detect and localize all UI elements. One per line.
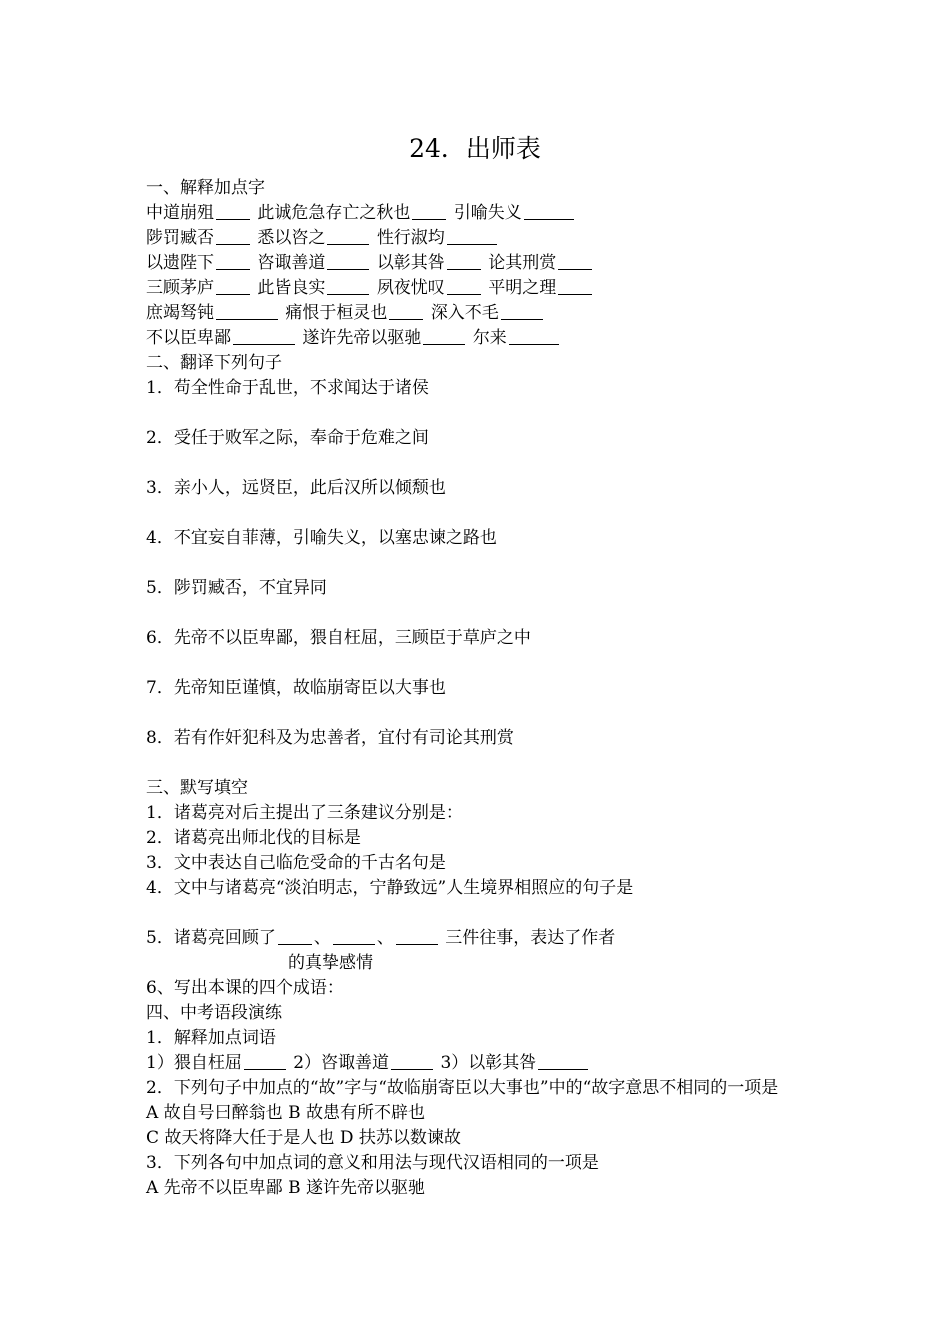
worksheet-content [146, 176, 846, 1201]
section-2-heading: 二、翻译下列句子 [146, 353, 282, 373]
translation-item: 4．不宜妄自菲薄，引喻失义，以塞忠谏之路也 [146, 528, 497, 548]
vocab-term: 咨诹善道 [257, 253, 326, 273]
answer-blank[interactable] [396, 926, 438, 945]
translation-item: 5．陟罚臧否，不宜异同 [146, 578, 327, 598]
vocab-term: 痛恨于桓灵也 [285, 303, 388, 323]
vocab-row [146, 251, 846, 276]
option-line: A 先帝不以臣卑鄙 B 遂许先帝以驱驰 [146, 1178, 425, 1198]
answer-blank[interactable] [216, 301, 278, 320]
section-4-heading: 四、中考语段演练 [146, 1003, 282, 1023]
vocab-term: 悉以咨之 [257, 228, 326, 248]
answer-blank[interactable] [558, 251, 592, 270]
vocab-row [146, 301, 846, 326]
fill-item: 1．诸葛亮对后主提出了三条建议分别是： [146, 803, 463, 823]
vocab-term: 中道崩殂 [146, 203, 214, 223]
vocab-term: 引喻失义 [453, 203, 522, 223]
translation-item: 1．苟全性命于乱世，不求闻达于诸侯 [146, 378, 429, 398]
fill-item-continuation: 的真挚感情 [288, 953, 373, 973]
vocab-term: 尔来 [472, 328, 507, 348]
fill-item: 2．诸葛亮出师北伐的目标是 [146, 828, 361, 848]
answer-blank[interactable] [216, 201, 250, 220]
option-line: C 故天将降大任于是人也 D 扶苏以数谏故 [146, 1128, 461, 1148]
separator: 、 [376, 928, 394, 948]
translation-item: 2．受任于败军之际，奉命于危难之间 [146, 428, 429, 448]
answer-blank[interactable] [412, 201, 446, 220]
vocab-term: 此皆良实 [257, 278, 326, 298]
page-title: 24．出师表 [409, 134, 541, 163]
translation-item: 7．先帝知臣谨慎，故临崩寄臣以大事也 [146, 678, 446, 698]
answer-blank[interactable] [278, 926, 312, 945]
answer-blank[interactable] [327, 226, 369, 245]
sub-term: 3）以彰其咎 [440, 1053, 537, 1073]
vocab-term: 以彰其咎 [376, 253, 445, 273]
separator: 、 [313, 928, 331, 948]
answer-blank[interactable] [509, 326, 559, 345]
answer-blank[interactable] [333, 926, 375, 945]
answer-blank[interactable] [327, 251, 369, 270]
answer-blank[interactable] [558, 276, 592, 295]
vocab-term: 不以臣卑鄙 [146, 328, 231, 348]
answer-blank[interactable] [244, 1051, 286, 1070]
answer-blank[interactable] [538, 1051, 588, 1070]
vocab-term: 此诚危急存亡之秋也 [257, 203, 411, 223]
vocab-term: 以遗陛下 [146, 253, 214, 273]
fill-item: 6、写出本课的四个成语： [146, 978, 344, 998]
vocab-row [146, 276, 846, 301]
vocab-term: 平明之理 [488, 278, 557, 298]
answer-blank[interactable] [216, 226, 250, 245]
exercise-item: 2．下列句子中加点的“故”字与“故临崩寄臣以大事也”中的“故字意思不相同的一项是 [146, 1078, 779, 1098]
vocab-term: 论其刑赏 [488, 253, 557, 273]
vocab-term: 庶竭驽钝 [146, 303, 214, 323]
sub-term: 2）咨诹善道 [293, 1053, 390, 1073]
vocab-term: 深入不毛 [430, 303, 499, 323]
vocab-row [146, 226, 846, 251]
answer-blank[interactable] [447, 276, 481, 295]
exercise-item: 1．解释加点词语 [146, 1028, 276, 1048]
answer-blank[interactable] [233, 326, 295, 345]
vocab-term: 三顾茅庐 [146, 278, 214, 298]
exercise-item: 3．下列各句中加点词的意义和用法与现代汉语相同的一项是 [146, 1153, 599, 1173]
fill-item: 3．文中表达自己临危受命的千古名句是 [146, 853, 446, 873]
vocab-row [146, 326, 846, 351]
section-1-heading: 一、解释加点字 [146, 178, 265, 198]
vocab-row [146, 201, 846, 226]
fill-item-text: 5．诸葛亮回顾了 [146, 928, 276, 948]
fill-item [146, 926, 846, 951]
answer-blank[interactable] [423, 326, 465, 345]
vocab-term: 性行淑均 [376, 228, 445, 248]
fill-item: 4．文中与诸葛亮“淡泊明志，宁静致远”人生境界相照应的句子是 [146, 878, 634, 898]
answer-blank[interactable] [524, 201, 574, 220]
section-3-heading: 三、默写填空 [146, 778, 248, 798]
answer-blank[interactable] [447, 226, 497, 245]
vocab-term: 遂许先帝以驱驰 [302, 328, 422, 348]
option-line: A 故自号曰醉翁也 B 故患有所不辟也 [146, 1103, 425, 1123]
vocab-term: 陟罚臧否 [146, 228, 214, 248]
translation-item: 3．亲小人，远贤臣，此后汉所以倾颓也 [146, 478, 446, 498]
answer-blank[interactable] [391, 1051, 433, 1070]
translation-item: 6．先帝不以臣卑鄙，猥自枉屈，三顾臣于草庐之中 [146, 628, 531, 648]
answer-blank[interactable] [389, 301, 423, 320]
answer-blank[interactable] [327, 276, 369, 295]
answer-blank[interactable] [216, 251, 250, 270]
exercise-subitems [146, 1051, 846, 1076]
vocab-term: 夙夜忧叹 [376, 278, 445, 298]
fill-item-text: 三件往事，表达了作者 [445, 928, 616, 948]
answer-blank[interactable] [216, 276, 250, 295]
answer-blank[interactable] [447, 251, 481, 270]
translation-item: 8．若有作奸犯科及为忠善者，宜付有司论其刑赏 [146, 728, 514, 748]
sub-term: 1）猥自枉屈 [146, 1053, 242, 1073]
answer-blank[interactable] [501, 301, 543, 320]
